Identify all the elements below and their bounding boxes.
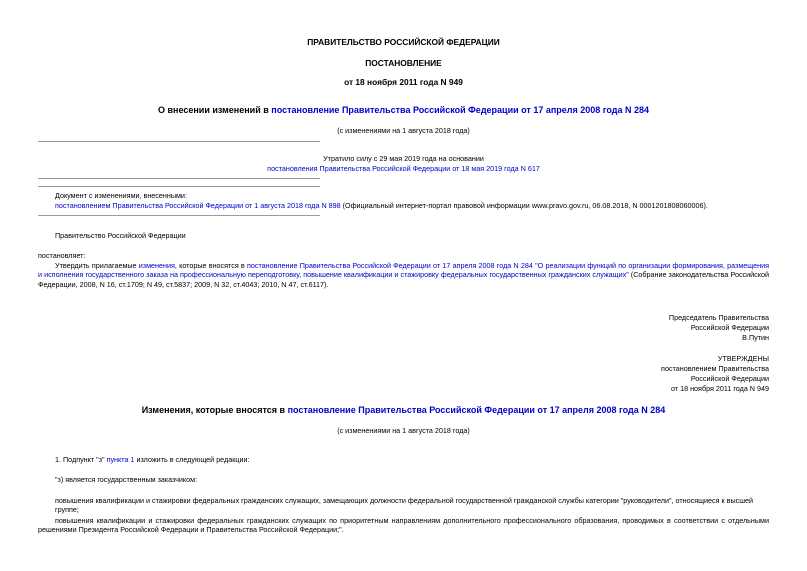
p1-end: (Собрание законодательства Российской Федерации, 2008, N 16, ст.1709; N 49, ст.5837; 2009, N 32, ст.4043; 2010, N 47, ст.6117). [38, 270, 769, 289]
amendments-tail: (Официальный интернет-портал правовой информации www.pravo.gov.ru, 06.08.2018, N 0001201808060006). [340, 201, 708, 210]
approved-line-2: постановлением Правительства [661, 364, 769, 373]
approved-line-1: УТВЕРЖДЕНЫ [717, 354, 769, 363]
decree-284-link[interactable]: постановление Правительства Российской Федерации от 17 апреля 2008 года N 284 "О реализации функций по организации формирования, размещения и исполнения государственного заказа на профессиональную переподготовку, повышение квалификации и стажировку федеральных государственных гражданских служащих" [38, 261, 769, 280]
p1-mid: , которые вносятся в [174, 261, 247, 270]
quote-line-3: повышения квалификации и стажировки федеральных гражданских служащих по приоритетным направлениям дополнительного профессионального образования, проводимых в соответствии с отдельными решениями Президента Российской Федерации и Правительства Российской Федерации;". [38, 516, 769, 535]
document-title [0, 105, 807, 117]
divider [38, 178, 320, 179]
amendments-link[interactable]: постановлением Правительства Российской Федерации от 1 августа 2018 года N 898 [55, 201, 341, 210]
intro-text: Правительство Российской Федерации [55, 231, 186, 240]
approved-line-4: от 18 ноября 2011 года N 949 [670, 384, 769, 393]
changes-title-link[interactable]: постановление Правительства Российской Федерации от 17 апреля 2008 года N 284 [287, 405, 666, 415]
lost-force-link-line [0, 164, 807, 173]
divider [38, 141, 320, 142]
quote-line-1: "з) является государственным заказчиком: [55, 475, 198, 484]
decrees-text: постановляет: [38, 251, 86, 260]
item1-start: 1. Подпункт "з" [55, 455, 107, 464]
amendments-line [55, 201, 770, 210]
changes-title-prefix: Изменения, которые вносятся в [141, 405, 288, 415]
lost-force-text: Утратило силу с 29 мая 2019 года на основании [323, 154, 484, 163]
quote-line-2: повышения квалификации и стажировки федеральных гражданских служащих, замещающих должности федеральной государственной гражданской службы категории "руководители", относящиеся к высшей группе; [55, 496, 754, 515]
title-prefix: О внесении изменений в [157, 105, 272, 115]
item-1 [55, 455, 250, 464]
item1-end: изложить в следующей редакции: [134, 455, 250, 464]
signature-line-2: Российской Федерации [690, 323, 769, 332]
changes-revision-note: (с изменениями на 1 августа 2018 года) [337, 426, 470, 435]
lost-force-link[interactable]: постановления Правительства Российской Федерации от 18 мая 2019 года N 617 [267, 164, 540, 173]
date-number-heading: от 18 ноября 2011 года N 949 [344, 77, 463, 87]
signature-line-3: В.Путин [742, 333, 769, 342]
approved-line-3: Российской Федерации [690, 374, 769, 383]
doc-type-heading: ПОСТАНОВЛЕНИЕ [365, 58, 442, 68]
changes-link[interactable]: изменения [138, 261, 175, 270]
revision-note: (с изменениями на 1 августа 2018 года) [337, 126, 470, 135]
amendments-label: Документ с изменениями, внесенными: [55, 191, 187, 200]
p1-start: Утвердить прилагаемые [55, 261, 139, 270]
paragraph-1 [38, 261, 769, 289]
divider [38, 186, 320, 187]
title-link[interactable]: постановление Правительства Российской Федерации от 17 апреля 2008 года N 284 [271, 105, 650, 115]
item1-link[interactable]: пункта 1 [106, 455, 135, 464]
signature-line-1: Председатель Правительства [668, 313, 769, 322]
changes-title [0, 405, 807, 417]
government-heading: ПРАВИТЕЛЬСТВО РОССИЙСКОЙ ФЕДЕРАЦИИ [307, 37, 500, 47]
divider [38, 215, 320, 216]
